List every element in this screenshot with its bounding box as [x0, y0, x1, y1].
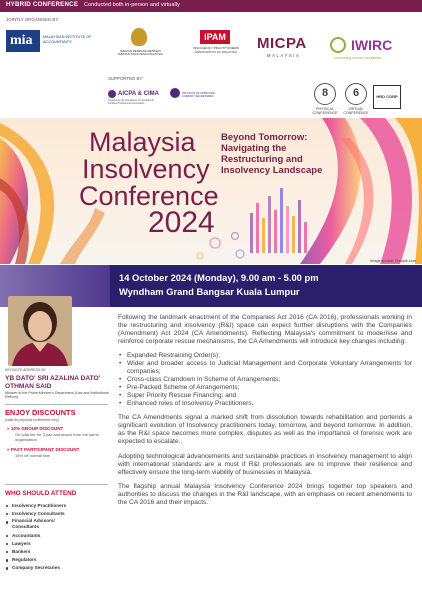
paragraph: The CA Amendments signal a marked shift from dissolution towards rehabilitation and portends a significant evolution of Insolvency practitioners today, tomorrow, and beyond tomorrow. In addition, as the R&I space becomes more complex, disputes as well as the importance of forensic work are expected to escalate. — [118, 414, 412, 445]
discounts-heading: ENJOY DISCOUNTS — [5, 408, 76, 417]
hybrid-banner — [0, 0, 422, 12]
list-item: • Cross-class Cramdown in Scheme of Arrangements; — [118, 376, 412, 384]
divider — [5, 404, 108, 405]
amendments-list — [118, 352, 412, 407]
image-credit: Image source: Freepik.com — [369, 259, 416, 263]
paragraph: Adopting technological advancements and sustainable practices in insolvency management to align with international standards are a must if R&I professionals are to improve their resilience and effectively ensure the long-term viability of businesses in Malaysia. — [118, 452, 412, 476]
event-venue: Wyndham Grand Bangsar Kuala Lumpur — [119, 286, 300, 297]
list-item: Regulators — [5, 556, 108, 564]
title-line-1: Malaysia — [89, 127, 196, 157]
banner-format: HYBRID CONFERENCE — [6, 1, 79, 8]
cpd-virtual-badge: 6 — [345, 83, 367, 105]
who-heading: WHO SHOULD ATTEND — [5, 490, 77, 497]
ibc-name: INSTITUTE OF APPROVED COMPANY SECRETARIES — [182, 92, 215, 98]
conference-theme: Beyond Tomorrow: Navigating the Restructuring and Insolvency Landscape — [221, 132, 323, 176]
keynote-speaker-photo — [8, 296, 72, 366]
discount-title: » PAST PARTICIPANT DISCOUNT — [7, 447, 80, 452]
hero-banner — [0, 118, 422, 264]
supporters-label: SUPPORTED BY: — [108, 76, 144, 81]
iwirc-tagline: connecting women worldwide — [334, 56, 381, 60]
discount-title: » 10% GROUP DISCOUNT — [7, 426, 64, 431]
keynote-label: KEYNOTE ADDRESS BY — [5, 368, 47, 372]
hrd-corp-badge: HRD CORP — [373, 85, 401, 109]
cpd-virtual-label: VIRTUAL CONFERENCE — [343, 107, 369, 116]
event-date: 14 October 2024 (Monday), 9.00 am - 5.00 pm — [119, 272, 319, 283]
aicpa-sub: Together as the Association of International Certified Professional Accountants — [108, 99, 154, 105]
micpa-country: MALAYSIA — [267, 53, 301, 58]
organisers-label: JOINTLY ORGANISED BY: — [6, 17, 60, 22]
aicpa-icon — [108, 90, 116, 98]
keynote-role: Minister in the Prime Minister's Department (Law and Institutional Reform) — [5, 391, 109, 400]
divider — [5, 484, 108, 485]
list-item: • Expanded Restraining Order(s); — [118, 352, 412, 360]
iwirc-logo: IWIRC — [351, 37, 393, 53]
discount-desc: On total fee for 3 pax and above from the same organisation — [15, 432, 99, 442]
ibc-seal-icon — [170, 88, 180, 98]
list-item: • Super Priority Rescue Financing; and — [118, 392, 412, 400]
aicpa-logo: AICPA & CIMA — [118, 91, 159, 97]
ipam-logo: iPAM — [200, 30, 230, 44]
list-item: Financial Advisors/ Consultants — [5, 518, 72, 532]
keynote-name: YB DATO' SRI AZALINA DATO' OTHMAN SAID — [5, 375, 101, 390]
list-item: • Enhanced roles of Insolvency Practitioners. — [118, 400, 412, 408]
jpm-name: JABATAN PERDANA MENTERI JABATAN INSOLVENSI MALAYSIA — [117, 49, 163, 57]
who-list — [5, 502, 108, 572]
mia-logo: mia — [6, 30, 40, 52]
jpm-crest-icon — [131, 28, 147, 46]
banner-mode: Conducted both in-person and virtually — [84, 1, 180, 8]
list-item: Lawyers — [5, 540, 108, 548]
title-year: 2024 — [148, 206, 215, 239]
ipam-name: INSOLVENCY PRACTITIONERS ASSOCIATION OF MALAYSIA — [193, 46, 239, 54]
discounts-note: (valid for physical conference only) — [5, 418, 59, 422]
list-item: • Pre-Packed Scheme of Arrangements; — [118, 384, 412, 392]
discount-desc: 15% off normal rate — [15, 453, 50, 458]
main-body — [118, 314, 412, 514]
list-item: Insolvency Practitioners — [5, 502, 108, 510]
title-line-3: Conference — [79, 181, 219, 211]
cpd-physical-badge: 8 — [314, 83, 336, 105]
micpa-logo: MICPA — [257, 35, 307, 52]
title-line-2: Insolvency — [82, 154, 210, 184]
mia-name: MALAYSIAN INSTITUTE OF ACCOUNTANTS — [43, 35, 92, 44]
list-item: Company Secretaries — [5, 564, 108, 572]
list-item: Accountants — [5, 532, 108, 540]
paragraph: The flagship annual Malaysia Insolvency Conference 2024 brings together top speakers and authorities to discuss the changes in the R&I landscape, with an emphasis on recent amendments to the CA 2016 and their impacts. — [118, 483, 412, 507]
list-item: • Wider and broader access to Judicial Management and Corporate Voluntary Arrangements for companies; — [118, 360, 412, 376]
cpd-physical-label: PHYSICAL CONFERENCE — [312, 107, 338, 116]
paragraph: Following the landmark enactment of the Companies Act 2016 (CA 2016), professionals working in the restructuring and insolvency (R&I) space can expect further disruptions with the Companies (Amendment) Act 2024 (CA Amendments). Reflecting Malaysia's commitment to modernise and reinforce corporate rescue mechanisms, the CA Amendments will introduce key changes including: — [118, 314, 412, 345]
iwirc-globe-icon — [330, 37, 346, 53]
list-item: Insolvency Consultants — [5, 510, 108, 518]
list-item: Bankers — [5, 548, 108, 556]
